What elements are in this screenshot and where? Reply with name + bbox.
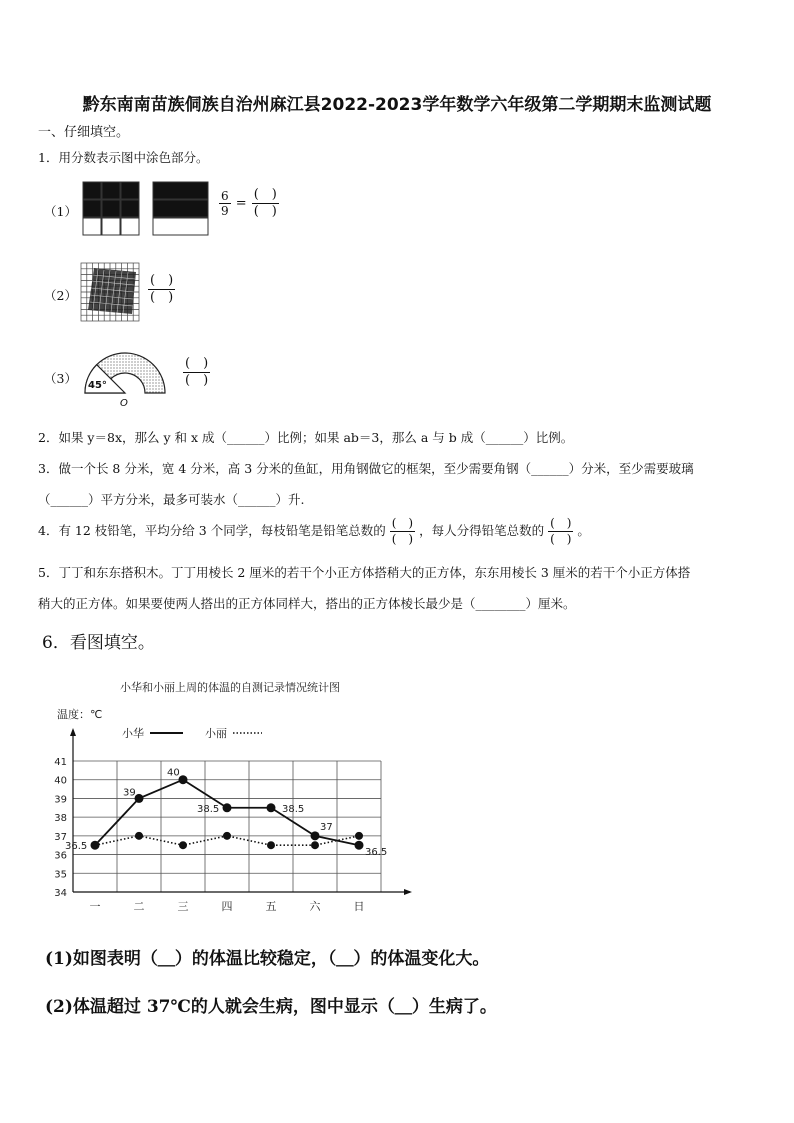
section-heading: 一、仔细填空。 [38,125,130,140]
q4-frac2-top[interactable]: ( ) [550,516,572,530]
question-3-line2: （______）平方分米，最多可装水（______）升. [38,492,305,507]
data-label: 37 [320,821,333,833]
q1-figure-sector [80,340,180,410]
data-label: 38.5 [282,803,305,815]
series-1-point [311,831,320,840]
x-axis-arrow [404,889,412,895]
series-1-point [355,841,364,850]
q1-p3-answer-top[interactable]: ( ) [185,356,209,371]
q1-p2-answer-top[interactable]: ( ) [150,273,174,288]
q4-frac1-bot[interactable]: ( ) [391,532,414,546]
question-3-line1: 3．做一个长 8 分米，宽 4 分米，高 3 分米的鱼缸，用角钢做它的框架，至少需要角钢（______）分米，至少需要玻璃 [38,461,694,476]
q1-center-label: O [120,398,128,409]
q1-frac-num: 6 [221,189,229,203]
series-2-point [311,841,319,849]
data-label: 36.5 [65,841,88,853]
x-tick-label: 六 [309,900,321,913]
y-tick-label: 38 [54,813,67,825]
question-6-1: (1)如图表明（＿）的体温比较稳定，（＿）的体温变化大。 [45,949,490,969]
series-2-point [179,841,187,849]
q1-p3-answer-bot[interactable]: ( ) [185,373,209,388]
series-1-point [223,803,232,812]
series-2-point [135,832,143,840]
x-tick-label: 四 [221,900,233,913]
x-tick-label: 日 [353,900,365,913]
y-tick-label: 35 [54,869,67,881]
q1-part2-label: （2） [44,288,77,303]
chart-ylabel: 温度：℃ [57,708,103,721]
x-tick-label: 一 [89,900,101,913]
q4-frac1-top[interactable]: ( ) [391,516,414,530]
series-2-point [355,832,363,840]
q1-figure-strips [152,181,210,236]
q1-part3-answer [183,356,210,389]
series-2-point [223,832,231,840]
q1-answer-bot[interactable]: ( ) [253,204,277,219]
data-label: 38.5 [197,803,220,815]
q4-part3: 。 [577,523,590,538]
series-1-point [267,803,276,812]
question-2-text: 2．如果 y＝8x，那么 y 和 x 成（______）比例；如果 ab＝3，那么 a 与 b 成（______）比例。 [38,430,574,445]
q1-part2-answer [148,273,175,306]
q1-answer-top[interactable]: ( ) [253,187,277,202]
legend-label-series-1: 小华 [122,727,144,740]
y-tick-label: 37 [54,831,67,843]
q1-part3-label: （3） [44,371,77,386]
data-label: 39 [123,787,136,799]
series-1-point [91,841,100,850]
q1-p2-answer-bot[interactable]: ( ) [150,290,174,305]
y-tick-label: 36 [54,850,67,862]
q4-frac2-bot[interactable]: ( ) [550,532,572,546]
x-tick-label: 二 [133,900,145,913]
page-title: 黔东南南苗族侗族自治州麻江县2022-2023学年数学六年级第二学期期末监测试题 [82,95,712,115]
q1-angle-label: 45° [88,380,107,391]
data-label: 36.5 [365,847,388,859]
y-axis-arrow [70,728,76,736]
data-label: 40 [167,767,180,779]
chart-title: 小华和小丽上周的体温的自测记录情况统计图 [120,681,340,694]
temperature-line-chart [40,672,420,922]
q4-part2: ，每人分得铅笔总数的 [419,523,545,538]
y-tick-label: 40 [54,775,67,787]
question-5-line1: 5．丁丁和东东搭积木。丁丁用棱长 2 厘米的若干个小正方体搭稍大的正方体，东东用棱长 3 厘米的若干个小正方体搭 [38,565,691,580]
y-tick-label: 41 [54,757,67,768]
y-tick-label: 34 [54,888,67,899]
question-6-2: (2)体温超过 37℃的人就会生病，图中显示（＿）生病了。 [45,997,497,1017]
series-1-point [135,794,144,803]
x-tick-label: 五 [265,900,277,913]
question-6-label: 6．看图填空。 [42,633,155,653]
series-2-point [267,841,275,849]
question-4 [38,516,590,547]
legend-label-series-2: 小丽 [205,727,227,740]
q1-figure-10x10-grid [80,262,142,324]
question-5-line2: 稍大的正方体。如果要使两人搭出的正方体同样大，搭出的正方体棱长最少是（________）厘米。 [38,596,576,611]
q1-equals: = [235,196,247,211]
series-1-point [179,775,188,784]
q1-fraction-6-9 [219,187,279,220]
q1-part1-label: （1） [44,204,77,219]
question-1-text: 1．用分数表示图中涂色部分。 [38,150,209,165]
q1-figure-grid-3x3 [82,181,142,236]
y-tick-label: 39 [54,794,67,806]
x-tick-label: 三 [177,900,189,913]
q1-frac-den: 9 [221,204,229,218]
q4-part1: 4．有 12 枝铅笔，平均分给 3 个同学，每枝铅笔是铅笔总数的 [38,523,386,538]
